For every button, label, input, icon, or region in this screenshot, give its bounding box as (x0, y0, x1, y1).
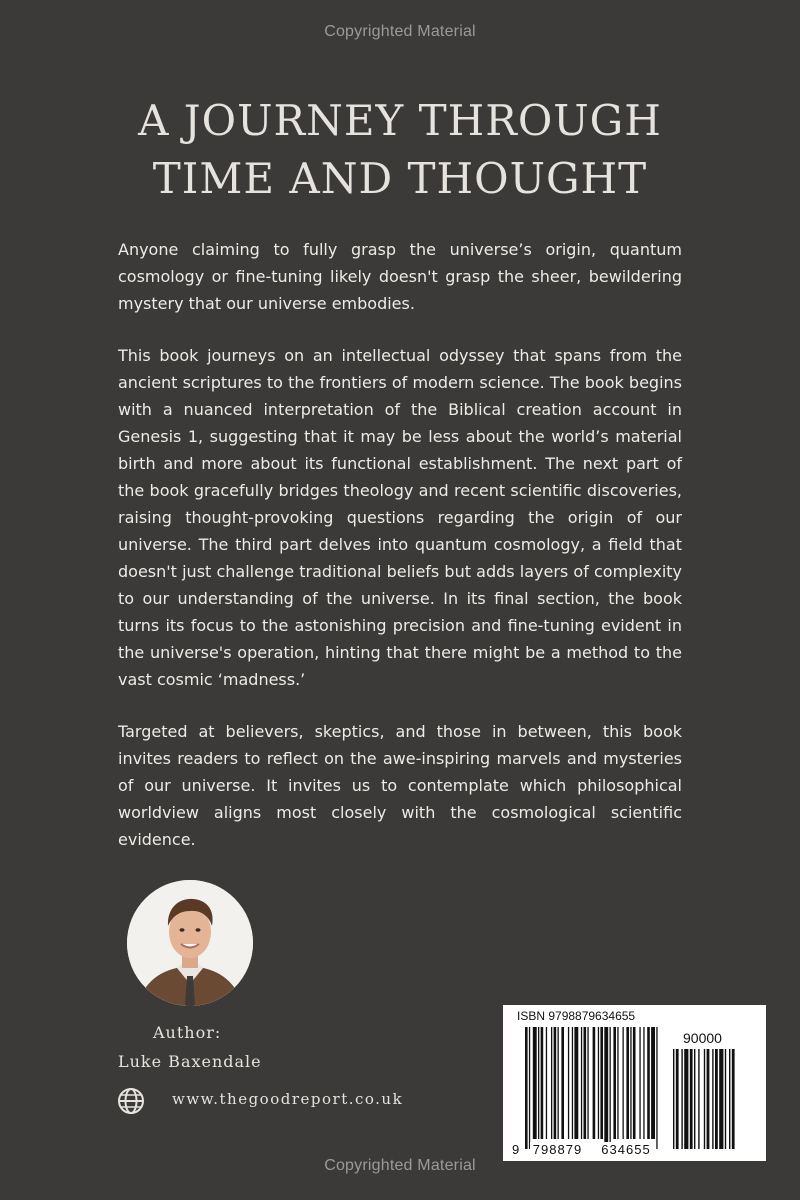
author-label: Author: (153, 1023, 222, 1042)
author-photo (127, 880, 253, 1006)
blurb-paragraph-3: Targeted at believers, skeptics, and those in between, this book invites readers to reflect on the awe-inspiring marvels and mysteries of our universe. It invites us to contemplate which philosophical worldview aligns most closely with the cosmological scientific evidence. (118, 722, 682, 849)
price-code: 90000 (683, 1030, 722, 1046)
barcode-digits-left: 798879 (530, 1142, 585, 1157)
barcode-digit-first: 9 (512, 1142, 520, 1157)
isbn-label: ISBN 9798879634655 (517, 1009, 636, 1023)
blurb-paragraph-1: Anyone claiming to fully grasp the universe’s origin, quantum cosmology or fine-tuning likely doesn't grasp the sheer, bewildering mystery that our universe embodies. (118, 240, 682, 313)
barcode-digits-right: 634655 (597, 1142, 655, 1157)
book-title (0, 92, 800, 208)
watermark-top: Copyrighted Material (324, 23, 476, 40)
blurb (118, 236, 682, 878)
barcode-bars (503, 1005, 766, 1161)
isbn-barcode (503, 1005, 766, 1161)
blurb-paragraph-2: This book journeys on an intellectual odyssey that spans from the ancient scriptures to the frontiers of modern science. The book begins with a nuanced interpretation of the Biblical creation account in Genesis 1, suggesting that it may be less about the world’s material birth and more about its functional establishment. The next part of the book gracefully bridges theology and recent scientific discoveries, raising thought-provoking questions regarding the origin of our universe. The third part delves into quantum cosmology, a field that doesn't just challenge traditional beliefs but adds layers of complexity to our understanding of the universe. In its final section, the book turns its focus to the astonishing precision and fine-tuning evident in the universe's operation, hinting that there might be a method to the vast cosmic ‘madness.’ (118, 346, 682, 689)
globe-icon (116, 1086, 146, 1116)
author-name: Luke Baxendale (118, 1052, 262, 1071)
watermark-bottom: Copyrighted Material (324, 1157, 476, 1174)
title-line-1: A JOURNEY THROUGH (138, 96, 662, 145)
title-line-2: TIME AND THOUGHT (152, 154, 648, 203)
website-link[interactable]: www.thegoodreport.co.uk (172, 1090, 404, 1108)
